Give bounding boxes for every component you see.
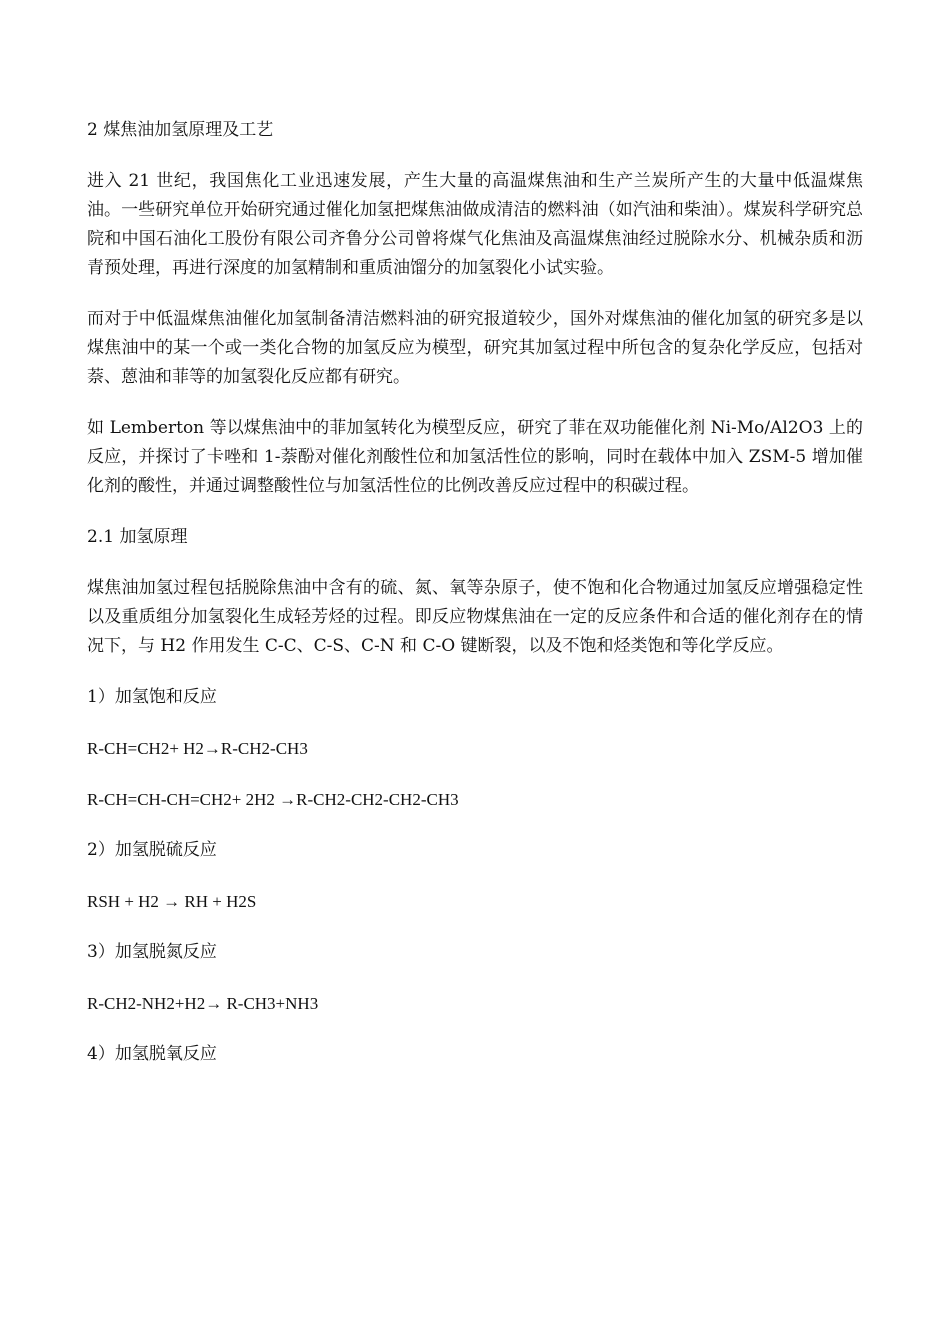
paragraph-principle: 煤焦油加氢过程包括脱除焦油中含有的硫、氮、氧等杂原子，使不饱和化合物通过加氢反应增强稳定性以及重质组分加氢裂化生成轻芳烃的过程。即反应物煤焦油在一定的反应条件和合适的催化剂存在的情况下，与 H2 作用发生 C-C、C-S、C-N 和 C-O 键断裂，以及不饱和烃类饱和等化学反应。 bbox=[87, 578, 863, 656]
reaction-heading-desulfurization: 2）加氢脱硫反应 bbox=[87, 840, 217, 860]
section-heading-2: 2 煤焦油加氢原理及工艺 bbox=[87, 120, 274, 140]
reaction-heading-deoxygenation: 4）加氢脱氧反应 bbox=[87, 1044, 217, 1064]
formula-desulfurization: RSH + H2 → RH + H2S bbox=[87, 892, 257, 911]
paragraph-research-status: 而对于中低温煤焦油催化加氢制备清洁燃料油的研究报道较少，国外对煤焦油的催化加氢的研究多是以煤焦油中的某一个或一类化合物的加氢反应为模型，研究其加氢过程中所包含的复杂化学反应，包括对萘、蒽油和菲等的加氢裂化反应都有研究。 bbox=[87, 309, 863, 387]
paragraph-lemberton: 如 Lemberton 等以煤焦油中的菲加氢转化为模型反应，研究了菲在双功能催化剂 Ni-Mo/Al2O3 上的反应，并探讨了卡唑和 1-萘酚对催化剂酸性位和加氢活性位的影响，同时在载体中加入 ZSM-5 增加催化剂的酸性，并通过调整酸性位与加氢活性位的比例改善反应过程中的积碳过程。 bbox=[87, 418, 863, 496]
formula-saturation-1: R-CH=CH2+ H2→R-CH2-CH3 bbox=[87, 739, 308, 758]
document-page bbox=[87, 116, 863, 1091]
paragraph-intro: 进入 21 世纪，我国焦化工业迅速发展，产生大量的高温煤焦油和生产兰炭所产生的大量中低温煤焦油。一些研究单位开始研究通过催化加氢把煤焦油做成清洁的燃料油（如汽油和柴油）。煤炭科学研究总院和中国石油化工股份有限公司齐鲁分公司曾将煤气化焦油及高温煤焦油经过脱除水分、机械杂质和沥青预处理，再进行深度的加氢精制和重质油馏分的加氢裂化小试实验。 bbox=[87, 171, 863, 278]
reaction-heading-denitrogenation: 3）加氢脱氮反应 bbox=[87, 942, 217, 962]
reaction-heading-saturation: 1）加氢饱和反应 bbox=[87, 687, 217, 707]
formula-saturation-2: R-CH=CH-CH=CH2+ 2H2 →R-CH2-CH2-CH2-CH3 bbox=[87, 790, 459, 809]
section-heading-2-1: 2.1 加氢原理 bbox=[87, 527, 188, 547]
formula-denitrogenation: R-CH2-NH2+H2→ R-CH3+NH3 bbox=[87, 994, 319, 1013]
